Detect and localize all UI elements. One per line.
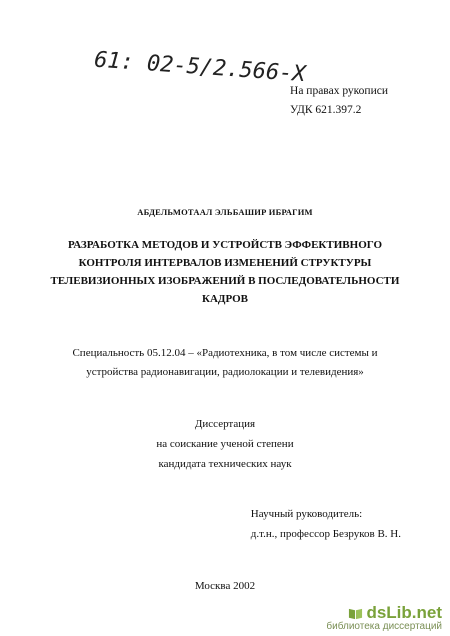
supervisor-block bbox=[251, 504, 401, 544]
specialty-line: Специальность 05.12.04 – «Радиотехника, в том числе системы и bbox=[72, 347, 378, 359]
udc-code: УДК 621.397.2 bbox=[290, 104, 362, 116]
handwritten-note-text: 61: 02-5/2.566-X bbox=[93, 47, 307, 86]
title-line: КАДРОВ bbox=[201, 293, 249, 305]
title-line: КОНТРОЛЯ ИНТЕРВАЛОВ ИЗМЕНЕНИЙ СТРУКТУРЫ bbox=[78, 257, 372, 269]
thesis-title bbox=[40, 236, 410, 308]
title-line: РАЗРАБОТКА МЕТОДОВ И УСТРОЙСТВ ЭФФЕКТИВНОГО bbox=[67, 239, 383, 251]
watermark-tagline: библиотека диссертаций bbox=[326, 621, 442, 632]
title-line: ТЕЛЕВИЗИОННЫХ ИЗОБРАЖЕНИЙ В ПОСЛЕДОВАТЕЛЬНОСТИ bbox=[50, 275, 400, 287]
supervisor-label: Научный руководитель: bbox=[250, 508, 363, 520]
watermark-logo bbox=[326, 603, 442, 623]
watermark-brand: dsLib.net bbox=[366, 603, 442, 622]
degree-line: кандидата технических наук bbox=[158, 458, 292, 470]
handwritten-note-image bbox=[92, 46, 327, 86]
specialty-block bbox=[0, 344, 450, 382]
handwritten-archive-number bbox=[92, 46, 327, 86]
book-icon bbox=[348, 606, 363, 621]
dissertation-label: Диссертация bbox=[194, 418, 256, 430]
supervisor-name: д.т.н., профессор Безруков В. Н. bbox=[250, 528, 401, 540]
rights-block bbox=[290, 82, 388, 120]
rights-label: На правах рукописи bbox=[290, 85, 388, 97]
dslib-watermark[interactable] bbox=[326, 603, 442, 632]
specialty-line: устройства радионавигации, радиолокации и телевидения» bbox=[86, 366, 364, 378]
degree-block bbox=[0, 414, 450, 474]
author-name: АБДЕЛЬМОТААЛ ЭЛЬБАШИР ИБРАГИМ bbox=[137, 207, 313, 217]
city-year: Москва 2002 bbox=[194, 580, 256, 592]
degree-line: на соискание ученой степени bbox=[156, 438, 294, 450]
